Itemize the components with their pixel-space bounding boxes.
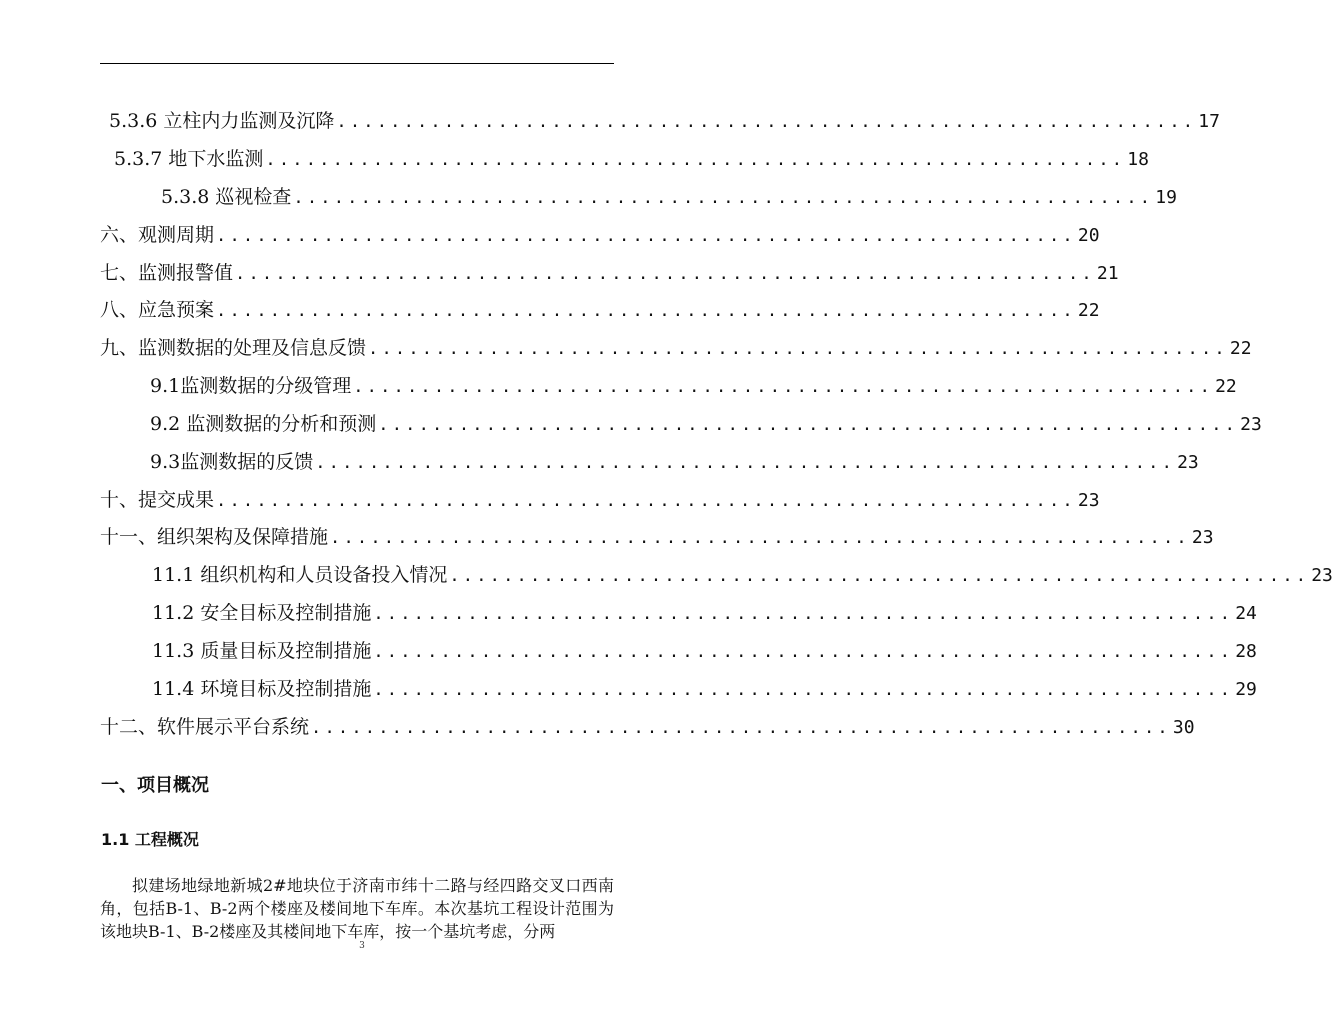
toc-leader: ................................................................	[235, 264, 1095, 284]
toc-entry-page: 20	[1077, 225, 1100, 246]
toc-entry-page: 23	[1077, 490, 1100, 511]
toc-entry-title: 六、观测周期	[100, 224, 215, 246]
toc-entry-page: 17	[1198, 111, 1220, 132]
toc-entry[interactable]	[100, 637, 1257, 665]
toc-entry-title: 十二、软件展示平台系统	[100, 716, 310, 738]
toc-entry[interactable]	[100, 448, 1199, 476]
toc-entry-title: 11.1 组织机构和人员设备投入情况	[152, 564, 448, 586]
toc-leader: ................................................................	[368, 339, 1228, 359]
subsection-heading: 1.1 工程概况	[101, 830, 199, 849]
toc-leader: ................................................................	[216, 491, 1076, 511]
toc-entry-page: 23	[1311, 565, 1333, 586]
toc-entry[interactable]	[100, 675, 1257, 703]
toc-leader: ................................................................	[265, 150, 1126, 170]
toc-entry[interactable]	[100, 296, 1100, 324]
toc-entry-title: 5.3.8 巡视检查	[161, 186, 292, 208]
toc-entry-page: 22	[1077, 300, 1100, 321]
toc-leader: ................................................................	[315, 453, 1176, 473]
toc-entry-page: 23	[1177, 452, 1199, 473]
toc-entry-title: 9.1监测数据的分级管理	[150, 375, 352, 397]
toc-entry[interactable]	[100, 259, 1119, 287]
toc-entry-title: 9.3监测数据的反馈	[150, 451, 314, 473]
toc-leader: ................................................................	[336, 112, 1197, 132]
toc-leader: ................................................................	[216, 301, 1076, 321]
body-paragraph: 拟建场地绿地新城2#地块位于济南市纬十二路与经四路交叉口西南角，包括B-1、B-2两个楼座及楼间地下车库。本次基坑工程设计范围为该地块B-1、B-2楼座及其楼间地下车库，按一个基坑考虑，分两	[100, 876, 614, 941]
section-heading: 一、项目概况	[101, 775, 209, 796]
header-rule	[100, 63, 614, 64]
toc-entry[interactable]	[100, 486, 1100, 514]
toc-entry-page: 23	[1240, 414, 1262, 435]
toc-entry-title: 十一、组织架构及保障措施	[100, 526, 329, 548]
toc-entry[interactable]	[100, 561, 1333, 589]
toc-entry-page: 22	[1229, 338, 1252, 359]
page-number: 3	[359, 941, 365, 951]
toc-entry-page: 24	[1235, 603, 1257, 624]
toc-leader: ................................................................	[373, 680, 1234, 700]
toc-entry[interactable]	[100, 523, 1214, 551]
toc-entry[interactable]	[100, 221, 1100, 249]
toc-leader: ................................................................	[373, 604, 1234, 624]
toc-entry[interactable]	[100, 713, 1195, 741]
toc-leader: ................................................................	[311, 718, 1171, 738]
toc-entry-page: 19	[1155, 187, 1177, 208]
toc-entry-title: 11.3 质量目标及控制措施	[152, 640, 372, 662]
toc-entry-page: 18	[1127, 149, 1149, 170]
toc-entry-title: 11.4 环境目标及控制措施	[152, 678, 372, 700]
toc-entry[interactable]	[100, 334, 1252, 362]
toc-leader: ................................................................	[353, 377, 1214, 397]
toc-entry-title: 七、监测报警值	[100, 262, 234, 284]
toc-entry[interactable]	[100, 372, 1237, 400]
toc-leader: ................................................................	[449, 566, 1310, 586]
toc-entry-page: 23	[1191, 527, 1214, 548]
toc-entry-title: 十、提交成果	[100, 489, 215, 511]
toc-entry-title: 八、应急预案	[100, 299, 215, 321]
toc-entry[interactable]	[100, 599, 1257, 627]
toc-entry-page: 28	[1235, 641, 1257, 662]
toc-leader: ................................................................	[216, 226, 1076, 246]
toc-entry-page: 21	[1096, 263, 1119, 284]
toc-leader: ................................................................	[330, 528, 1190, 548]
toc-leader: ................................................................	[378, 415, 1239, 435]
toc-entry[interactable]	[100, 107, 1220, 135]
toc-entry-title: 11.2 安全目标及控制措施	[152, 602, 372, 624]
toc-entry-page: 29	[1235, 679, 1257, 700]
toc-entry[interactable]	[100, 410, 1262, 438]
toc-leader: ................................................................	[293, 188, 1154, 208]
toc-entry-page: 30	[1172, 717, 1195, 738]
toc-entry-title: 9.2 监测数据的分析和预测	[150, 413, 377, 435]
toc-leader: ................................................................	[373, 642, 1234, 662]
toc-entry-title: 九、监测数据的处理及信息反馈	[100, 337, 367, 359]
toc-entry[interactable]	[100, 145, 1149, 173]
toc-entry-title: 5.3.6 立柱内力监测及沉降	[109, 110, 335, 132]
toc-entry[interactable]	[100, 183, 1177, 211]
toc-entry-title: 5.3.7 地下水监测	[114, 148, 264, 170]
toc-entry-page: 22	[1215, 376, 1237, 397]
